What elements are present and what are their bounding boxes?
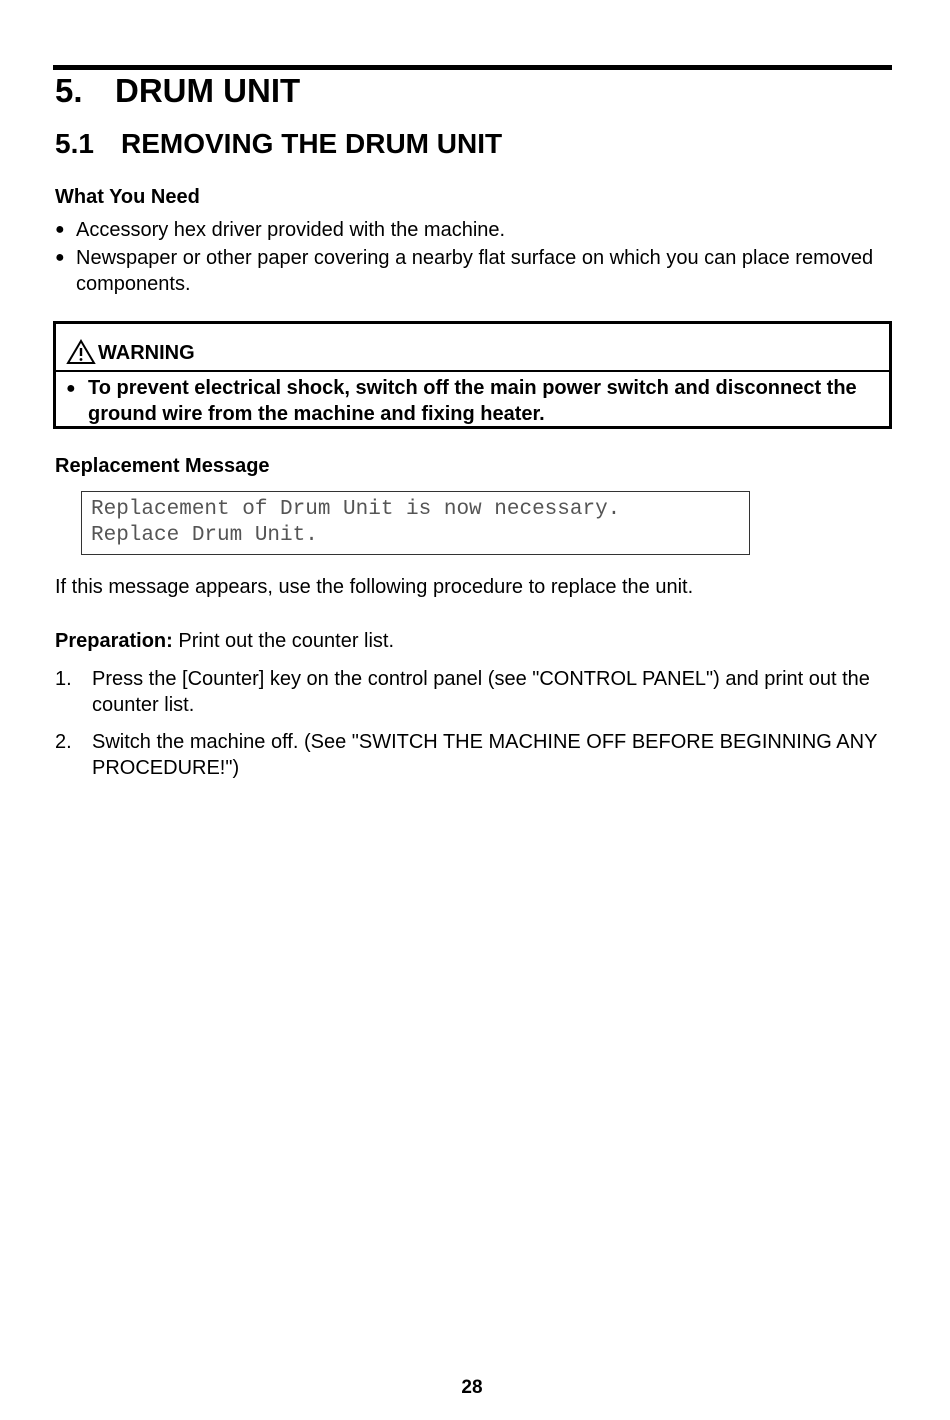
list-item — [55, 245, 895, 297]
list-item-text: Newspaper or other paper covering a nearby flat surface on which you can place removed components. — [76, 247, 874, 295]
step-text: Switch the machine off. (See "SWITCH THE MACHINE OFF BEFORE BEGINNING ANY PROCEDURE!") — [92, 731, 878, 779]
step-number: 1. — [55, 668, 72, 690]
list-item-text: Accessory hex driver provided with the machine. — [76, 219, 506, 241]
section-number: 5.1 — [55, 128, 94, 159]
chapter-number: 5. — [55, 72, 83, 109]
procedure-step — [55, 666, 895, 718]
bullet-icon: ● — [55, 249, 65, 266]
replacement-message-box — [81, 491, 750, 555]
page-number: 28 — [461, 1377, 483, 1398]
warning-label: WARNING — [98, 342, 195, 364]
warning-text: To prevent electrical shock, switch off the main power switch and disconnect the ground wire from the machine and fixing heater. — [88, 377, 857, 425]
message-line: Replace Drum Unit. — [91, 524, 318, 547]
section-title-text: REMOVING THE DRUM UNIT — [121, 128, 503, 159]
step-text: Press the [Counter] key on the control panel (see "CONTROL PANEL") and print out the counter list. — [92, 668, 870, 716]
preparation-line — [55, 628, 394, 654]
procedure-step — [55, 729, 895, 781]
section-title — [55, 126, 502, 162]
replacement-message-heading: Replacement Message — [55, 455, 270, 477]
warning-header — [56, 324, 889, 372]
procedure-steps — [55, 666, 895, 792]
what-you-need-list — [55, 217, 895, 299]
warning-box — [53, 321, 892, 429]
chapter-title — [55, 70, 300, 112]
preparation-text: Print out the counter list. — [178, 630, 395, 652]
bullet-icon: ● — [55, 221, 65, 238]
what-you-need-heading: What You Need — [55, 186, 200, 208]
list-item — [55, 217, 895, 243]
warning-triangle-icon — [66, 339, 96, 365]
chapter-title-text: DRUM UNIT — [115, 72, 301, 109]
intro-text: If this message appears, use the following procedure to replace the unit. — [55, 576, 694, 598]
preparation-label: Preparation: — [55, 630, 173, 652]
bullet-icon: ● — [66, 380, 76, 397]
step-number: 2. — [55, 731, 72, 753]
message-line: Replacement of Drum Unit is now necessary. — [91, 498, 621, 521]
warning-body — [66, 375, 881, 427]
